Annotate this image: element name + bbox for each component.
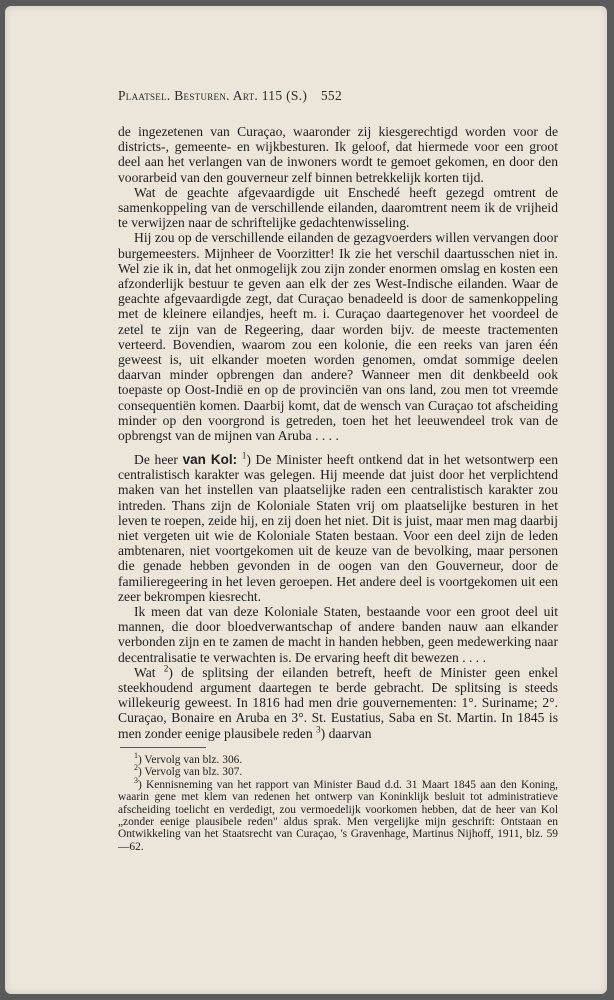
body-text-part-2 (118, 452, 558, 741)
paragraph (118, 665, 558, 741)
footnote-ref: 2 (163, 663, 169, 674)
body-text-part-1 (118, 124, 558, 443)
speaker-name: van Kol: (182, 452, 238, 467)
footnote-marker: 1 (134, 751, 138, 761)
paragraph: Hij zou op de verschillende eilanden de gezagvoerders willen vervangen door burgemeesters. Mijnheer de Voorzitter! Ik zie het verschil daartusschen niet in. Wel zie ik in, dat het onmogelijk zou zijn zonder enormen omslag en kosten een afzonderlijk bestuur te geven aan elk der zes West-Indische eilanden. Waar de geachte afgevaardigde zegt, dat Curaçao benadeeld is door de samenkoppeling met de kleinere eilandjes, heeft m. i. Curaçao daartegenover het voordeel de zetel te zijn van de Regeering, daar worden bijv. de meeste tractementen verteerd. Bovendien, waarom zou een kolonie, die een reeks van jaren één geweest is, uit elkander moeten worden genomen, omdat sommige deelen daarvan minder opbrengen dan andere? Wanneer men dit denkbeeld ook toepaste op Oost-Indië en op de provinciën van ons land, zou men tot vreemde consequentiën komen. Daarbij komt, dat de wensch van Curaçao tot afscheiding minder op den voorgrond is getreden, toen het het leeuwendeel trok van de opbrengst van de mijnen van Aruba . . . . (118, 230, 558, 444)
paragraph: de ingezetenen van Curaçao, waaronder zij kiesgerechtigd worden voor de districts-, gemeente- en wijkbesturen. Ik geloof, dat hiermede voor een groot deel aan het verlangen van de inwoners wordt te gemoet gekomen, en door den voorarbeid van den gouverneur zelf binnen betrekkelijk korten tijd. (118, 124, 558, 185)
header-article: 115 (S.) (261, 88, 308, 103)
footnote-text: ) Vervolg van blz. 306. (138, 754, 243, 766)
paragraph: Wat de geachte afgevaardigde uit Enschedé heeft gezegd omtrent de samenkoppeling van de verschillende eilanden, daaromtrent neem ik de vrijheid te verwijzen naar de schriftelijke gedachtenwisseling. (118, 184, 558, 231)
header-section: Plaatsel. Besturen. Art. (118, 88, 259, 103)
paragraph-text: Wat (134, 664, 164, 680)
footnote-ref: 1 (241, 450, 247, 461)
paragraph-text: ) de splitsing der eilanden betreft, heeft de Minister geen enkel steekhoudend argument daartegen te berde gebracht. De splitsing is steeds willekeurig geweest. In 1816 had men drie gouvernementen: 1°. Suriname; 2°. Curaçao, Bonaire en Aruba en 3°. St. Eustatius, Saba en St. Martin. In 1845 is men zonder eenige plausibele reden (118, 664, 559, 741)
footnote-marker: 2 (134, 763, 138, 773)
footnote (118, 751, 558, 766)
footnote (118, 763, 558, 779)
speech-text: ) De Minister heeft ontkend dat in het wetsontwerp een centralistisch karakter was gelegen. Hij meende dat juist door het verplichtend maken van het instellen van plaatselijke raden een centralistisch karakter zou intreden. Thans zijn de Koloniale Staten vrij om plaatselijke besturen in het leven te roepen, zeide hij, en zij doen het niet. Dit is juist, maar men mag daarbij niet vergeten uit wie de Koloniale Staten bestaan. Voor een deel zijn de leden ambtenaren, niet voortgekomen uit de keuze van de bevolking, maar personen die genade hebben gevonden in de oogen van den Gouverneur, door de familieregeering in het leven geroepen. Het andere deel is voortgekomen uit een zeer bekrompen kiesrecht. (118, 452, 558, 604)
footnote (118, 776, 558, 853)
footnote-divider (120, 747, 206, 748)
running-header (118, 88, 558, 104)
speaker-prefix: De heer (134, 452, 183, 467)
footnote-text: ) Kennisneming van het rapport van Minister Baud d.d. 31 Maart 1845 aan den Koning, waarin gene met klem van redenen het ontwerp van Koninklijk besluit tot administratieve afscheiding toelicht en verdedigt, zou vermoedelijk voorkomen hebben, dat de heer van Kol „zonder eenige plausibele reden" aldus sprak. Men vergelijke mijn geschrift: Ontstaan en Ontwikkeling van het Staatsrecht van Curaçao, 's Gravenhage, Martinus Nijhoff, 1911, blz. 59—62. (118, 778, 558, 853)
footnote-ref: 3 (316, 724, 321, 735)
footnotes (118, 751, 558, 853)
paragraph: Ik meen dat van deze Koloniale Staten, bestaande voor een groot deel uit mannen, die door bloedverwantschap of andere banden nauw aan elkander verbonden zijn en te zamen de macht in handen hebben, geen medewerking naar decentralisatie te verwachten is. De ervaring heeft dit bewezen . . . . (118, 604, 558, 665)
footnote-marker: 3 (134, 776, 138, 786)
paragraph-text: ) daarvan (320, 725, 372, 741)
page-number: 552 (320, 88, 342, 103)
footnote-text: ) Vervolg van blz. 307. (138, 766, 243, 779)
speech-paragraph (118, 452, 558, 604)
